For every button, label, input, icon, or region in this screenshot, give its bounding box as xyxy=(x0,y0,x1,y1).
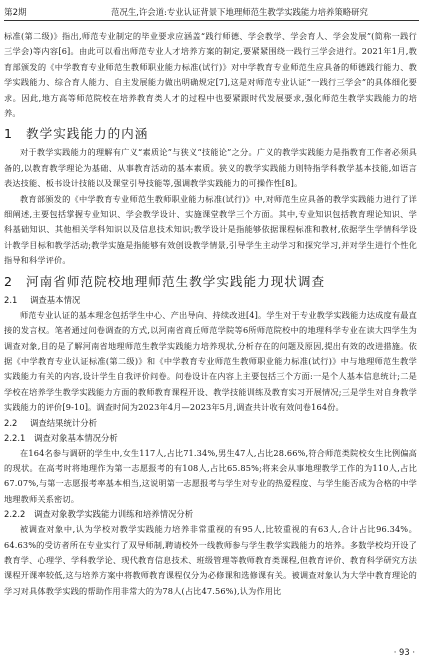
paragraph: 对于教学实践能力的理解有广义“素质论”与狭义“技能论”之分。广义的教学实践能力是指教育工作者必须具备的,以教育教学理论为基础、从事教育活动的基本素质。狭义的教学实践能力则特指学科教学基本技能,如语言表达技能、板书设计技能以及课堂引导技能等,强调教学实践能力的可操作性[8]。 xyxy=(4,147,417,189)
subsection-title: 调查结果统计分析 xyxy=(30,417,97,428)
subsection-heading xyxy=(4,416,417,431)
page-number: · 93 · xyxy=(393,647,415,657)
paragraph: 在164名参与调研的学生中,女生117人,占比71.34%,男生47人,占比28.66%,符合师范类院校女生比例偏高的现状。在高考时将地理作为第一志愿报考的有108人,占比65.85%;将来会从事地理教学工作的为110人,占比67.07%,与第一志愿报考率基本相当,这说明第一志愿报考与学生对专业的热爱程度、与学生能否成为合格的中学地理教师关系密切。 xyxy=(4,447,417,504)
subsubsection-heading xyxy=(4,507,417,522)
paragraph: 教育部颁发的《中学教育专业师范生教师职业能力标准(试行)》中,对师范生应具备的教学实践能力进行了详细阐述,主要包括掌握专业知识、学会教学设计、实施课堂教学三个方面。其中,专业知识包括教育理论知识、学科基础知识、其他相关学科知识以及信息技术知识;教学设计是指能够依据课程标准和教材,依据学生学情科学设计教学目标和教学活动;教学实施是指能够有效创设教学情景,引导学生主动学习和探究学习,并对学生进行个性化指导和科学评价。 xyxy=(4,193,417,266)
subsection-number: 2.1 xyxy=(4,294,18,305)
section-title: 教学实践能力的内涵 xyxy=(26,126,149,142)
paragraph: 标准(第二级)》指出,师范专业制定的毕业要求应涵盖“践行师德、学会教学、学会育人、学会发展”(简称一践行三学会)等内容[6]。由此可以看出师范专业人才培养方案的制定,要紧紧围绕一践行三学会进行。2021年1月,教育部颁发的《中学教育专业师范生教师职业能力标准(试行)》对中学教育专业师范生应具备的师德践行能力、教学实践能力、综合育人能力、自主发展能力做出明确规定[7],这是对师范专业认证“一践行三学会”的具体细化要求。因此,地方高等师范院校在培养教育类人才的过程中也要紧跟时代发展要求,强化师范生教学实践能力的培养。 xyxy=(4,31,417,119)
subsubsection-title: 调查对象教学实践能力训练和培养情况分析 xyxy=(34,509,194,520)
subsubsection-number: 2.2.2 xyxy=(4,509,26,520)
subsubsection-heading xyxy=(4,431,417,446)
article-body xyxy=(4,29,417,599)
running-title: 范况生,许会道:专业认证背景下地理师范生教学实践能力培养策略研究 xyxy=(111,7,368,17)
issue-number: 第2期 xyxy=(4,8,27,18)
subsection-number: 2.2 xyxy=(4,417,18,428)
subsection-title: 调查基本情况 xyxy=(30,294,81,305)
section-number: 1 xyxy=(4,126,14,142)
subsubsection-number: 2.2.1 xyxy=(4,432,26,443)
section-heading-1 xyxy=(4,125,417,142)
paragraph: 被调查对象中,认为学校对教学实践能力培养非常重视的有95人,比较重视的有63人,合计占比96.34%。64.63%的受访者所在专业实行了双导师制,聘请校外一线教师参与学生教学实践能力的培养。多数学校均开设了教育学、心理学、学科教学论、现代教育信息技术、班级管理等教师教育类课程,但教育评价、教育科学研究方法课程开课率较低,这与培养方案中将教师教育课程仅分为必修课和选修课有关。被调查对象认为大学中教育理论的学习对具体教学实践的帮助作用非常大的为78人(占比47.56%),认为作用比 xyxy=(4,524,417,596)
section-heading-2 xyxy=(4,273,417,290)
page-header xyxy=(4,4,419,21)
subsubsection-title: 调查对象基本情况分析 xyxy=(34,432,118,443)
section-number: 2 xyxy=(4,273,14,289)
paragraph: 师范专业认证的基本理念包括学生中心、产出导向、持续改进[4]。学生对于专业教学实践能力达成度有最直接的发言权。笔者通过问卷调查的方式,以河南省商丘师范学院等6所师范院校中的地理科学专业在读大四学生为调查对象,目的是了解河南省地理师范生教学实践能力培养现状,分析存在的问题及原因,提出有效的改进措施。依据《中学教育专业认证标准(第二级)》和《中学教育专业师范生教师职业能力标准(试行)》中与地理师范生教学实践能力有关的内容,设计学生自我评价问卷。问卷设计在内容上主要包括三个方面:一是个人基本信息统计;二是学校在培养学生教学实践能力方面的教师教育课程开设、教学技能训练及教育实习开展情况;三是学生对自身教学实践能力的评价[9-10]。调查时间为2023年4月—2023年5月,调查共计收有效问卷164份。 xyxy=(4,309,417,413)
section-title: 河南省师范院校地理师范生教学实践能力现状调查 xyxy=(26,273,326,289)
subsection-heading xyxy=(4,293,417,308)
